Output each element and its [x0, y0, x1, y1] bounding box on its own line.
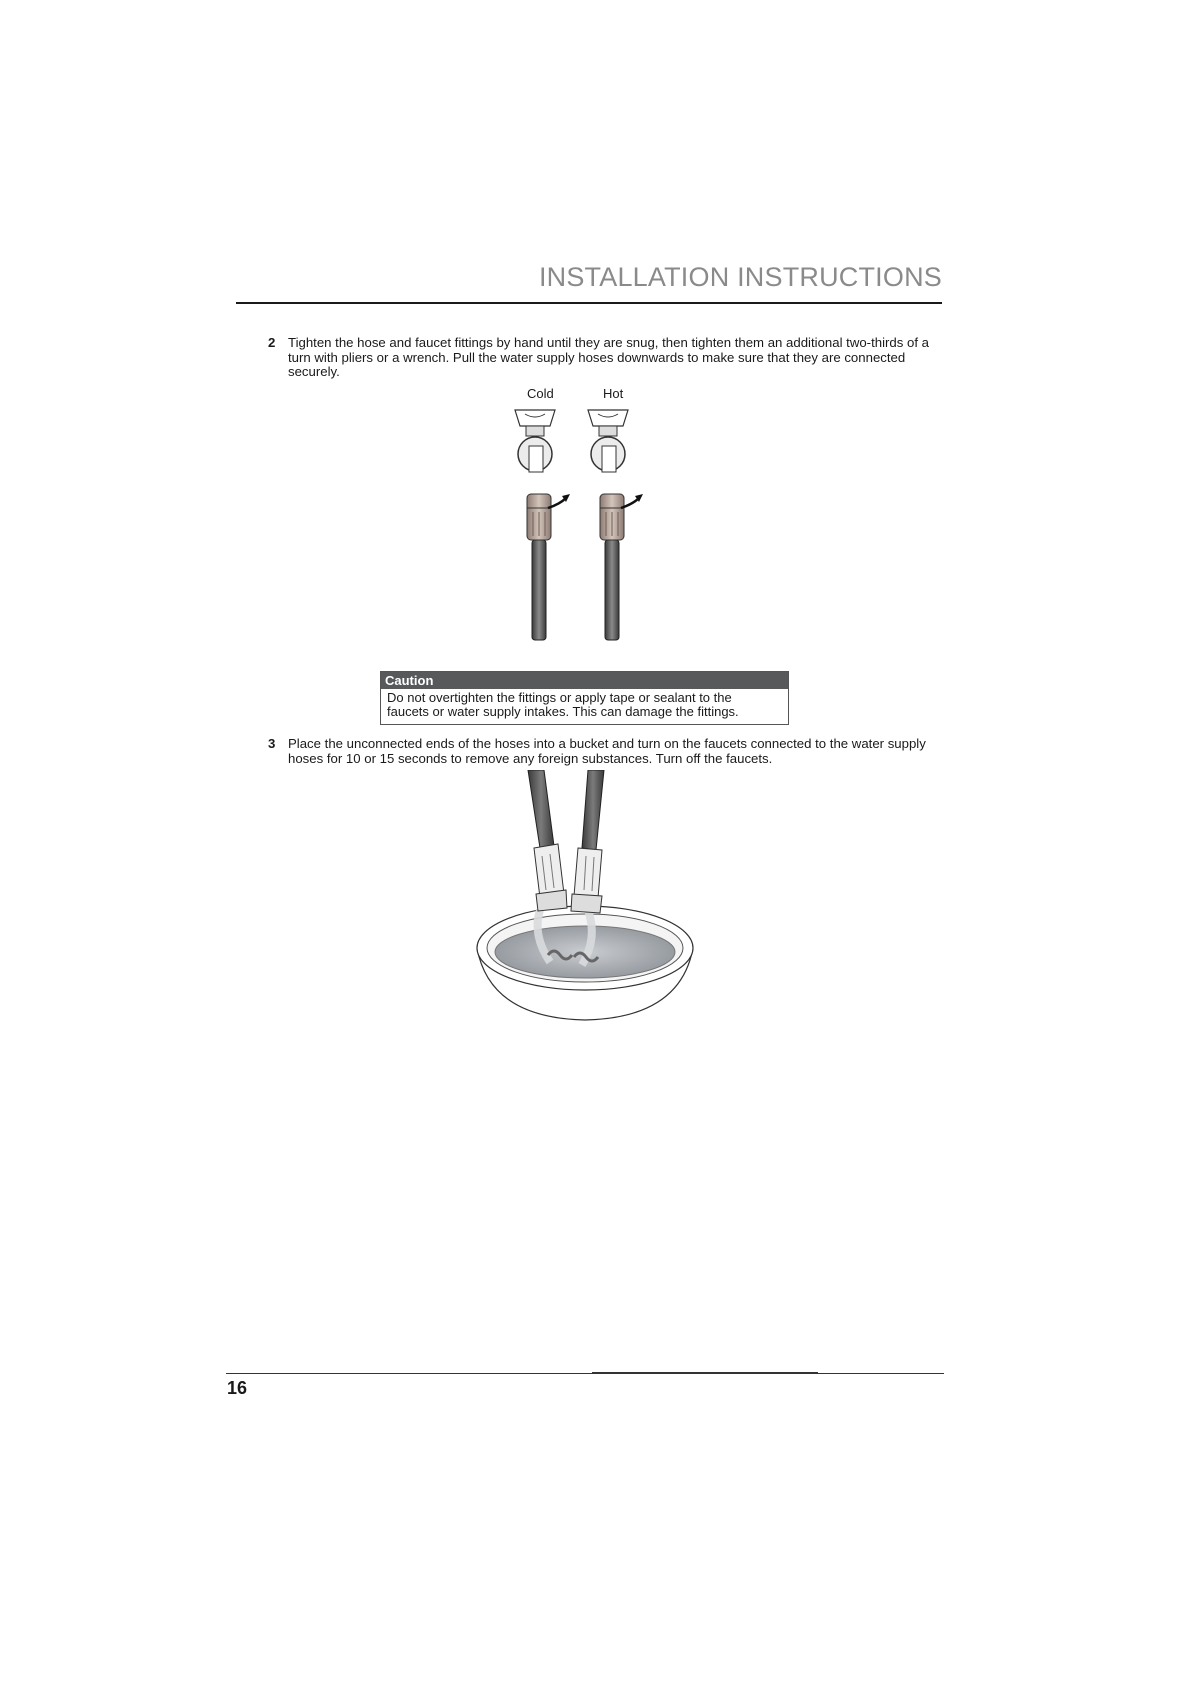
step-text: Tighten the hose and faucet fittings by hand until they are snug, then tighten them an additional two-thirds of a turn with pliers or a wrench. Pull the water supply hoses downwards to make sure that they are connected securely. — [288, 335, 929, 379]
step-text: Place the unconnected ends of the hoses into a bucket and turn on the faucets connected to the water supply hoses for 10 or 15 seconds to remove any foreign substances. Turn off the faucets. — [288, 736, 926, 766]
hose-icon — [528, 770, 567, 911]
hose-icon — [571, 770, 604, 913]
faucet-icon — [515, 410, 555, 472]
hot-label: Hot — [603, 386, 624, 401]
caution-text — [381, 689, 788, 719]
step-number: 2 — [268, 335, 276, 350]
footer-rule-accent — [592, 1372, 818, 1374]
section-title: INSTALLATION INSTRUCTIONS — [538, 262, 942, 292]
step-number: 3 — [268, 736, 276, 751]
page-number: 16 — [227, 1378, 248, 1398]
hose-icon — [600, 494, 624, 640]
title-rule — [236, 302, 942, 304]
caution-heading: Caution — [381, 672, 788, 689]
bucket-flush-illustration — [470, 770, 700, 1030]
cold-label: Cold — [527, 386, 554, 401]
faucet-hose-illustration — [500, 400, 670, 650]
caution-line: Do not overtighten the fittings or apply tape or sealant to the — [387, 690, 732, 705]
hose-icon — [527, 494, 551, 640]
caution-line: faucets or water supply intakes. This can damage the fittings. — [387, 704, 739, 719]
faucet-icon — [588, 410, 628, 472]
footer-rule — [226, 1373, 944, 1374]
caution-box — [380, 671, 789, 725]
